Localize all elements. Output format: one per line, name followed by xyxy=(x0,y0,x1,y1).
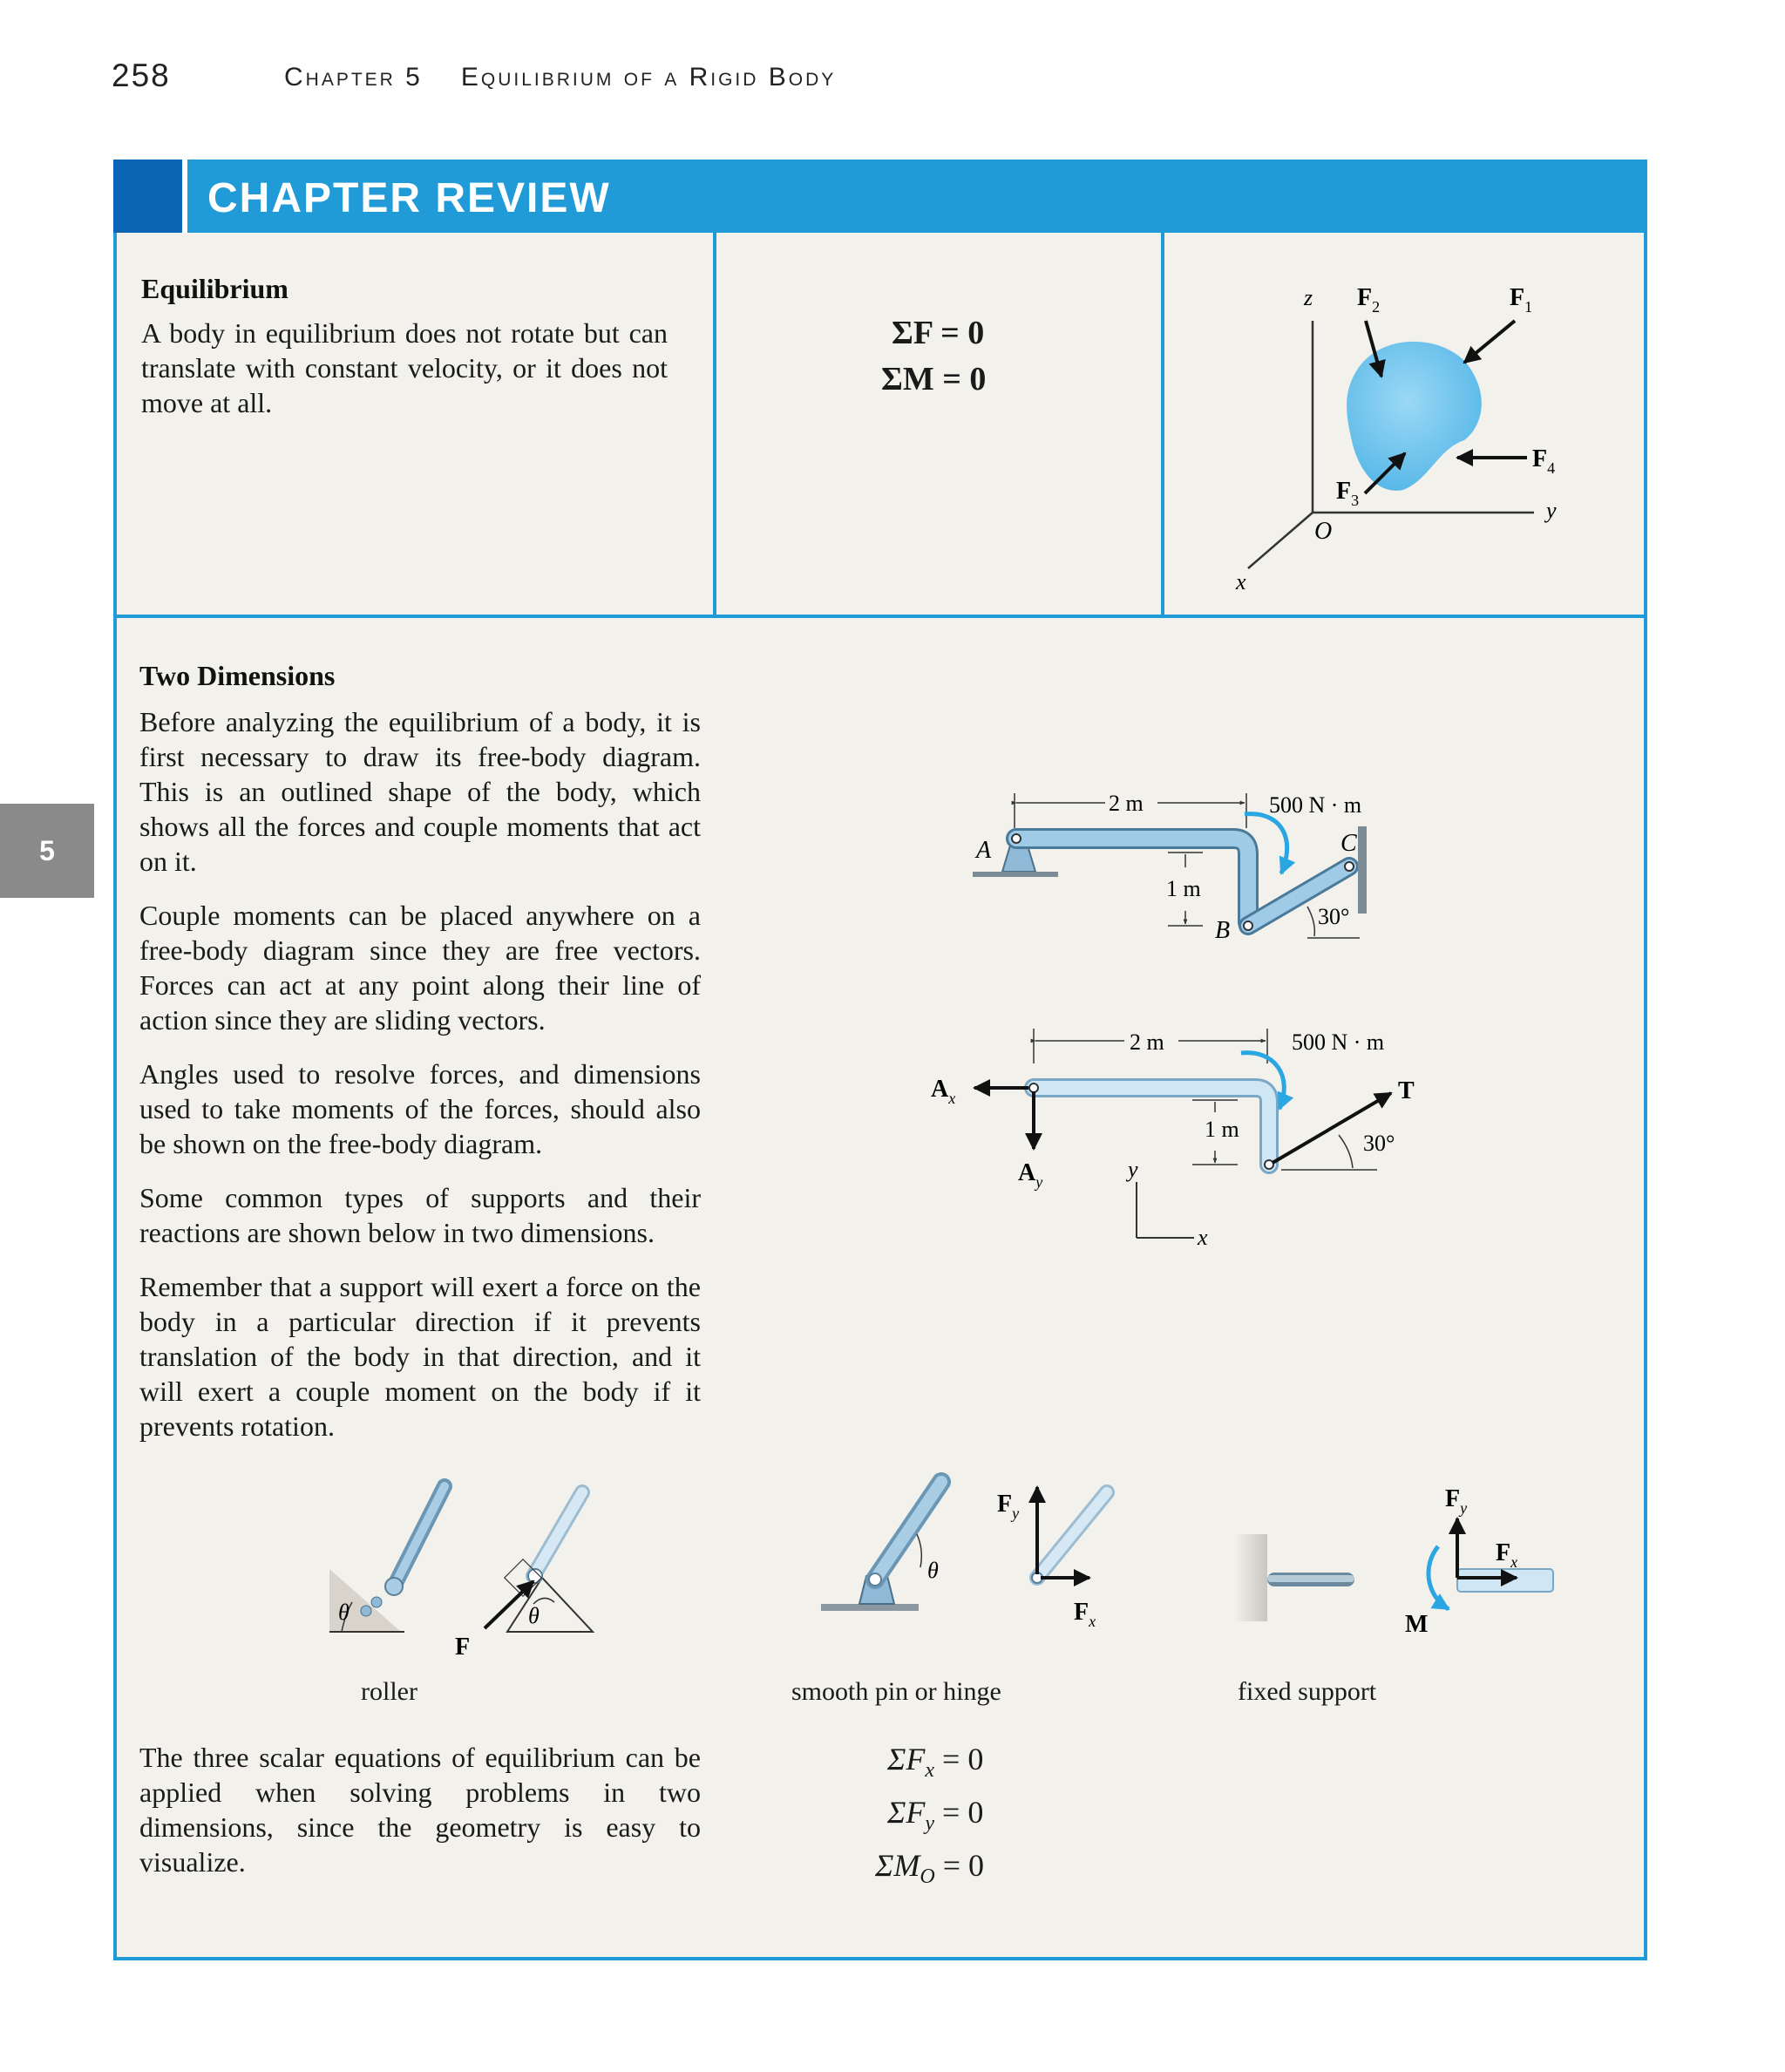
review-title: CHAPTER REVIEW xyxy=(207,175,611,221)
page-number: 258 xyxy=(112,58,171,93)
fbd-moment-label: 500 N · m xyxy=(1292,1029,1385,1055)
chapter-tab: 5 xyxy=(0,804,94,898)
fbd-dim-2m: 2 m xyxy=(1130,1029,1164,1055)
equilibrium-text: A body in equilibrium does not rotate but can translate with constant velocity, or it does not move at all. xyxy=(141,317,668,418)
roller-theta-right: θ xyxy=(528,1603,540,1628)
roller-support-figure xyxy=(314,1464,610,1665)
column-divider-2 xyxy=(1161,233,1164,616)
frame-dim-1m: 1 m xyxy=(1166,876,1201,901)
fbd-x-axis-label: x xyxy=(1198,1225,1208,1250)
fixed-caption: fixed support xyxy=(1238,1677,1377,1706)
column-divider-1 xyxy=(713,233,716,616)
f2-label: $F_2$ xyxy=(1357,284,1381,316)
origin-label: O xyxy=(1314,518,1333,545)
couple-moments-paragraph: Couple moments can be placed anywhere on a free-body diagram since they are free vectors. Forces can act at any point along their line of action since they are sliding vectors. xyxy=(139,900,701,1036)
f4-label: $F_4$ xyxy=(1532,445,1556,477)
chapter-title: Equilibrium of a Rigid Body xyxy=(460,63,837,92)
rigid-body-figure xyxy=(1168,262,1569,601)
reactions-paragraph: Remember that a support will exert a force on the body in a particular direction if it prevents translation of the body in that direction, and it will exert a couple moment on the body if it prevents rotation. xyxy=(139,1271,701,1442)
rigid-body-shape xyxy=(1347,342,1482,491)
row-divider xyxy=(113,615,1647,618)
point-c-label: C xyxy=(1340,830,1357,857)
pin-support-figure xyxy=(811,1456,1124,1647)
pin-fx-label: $F_x$ xyxy=(1074,1599,1096,1630)
roller-theta-left: θ xyxy=(338,1600,350,1625)
fbd-angle-label: 30° xyxy=(1363,1131,1395,1156)
fbd-dim-1m: 1 m xyxy=(1205,1117,1239,1142)
f3-label: $F_3$ xyxy=(1336,478,1360,509)
pin-fy-label: $F_y$ xyxy=(997,1491,1020,1522)
supports-paragraph: Some common types of supports and their reactions are shown below in two dimensions. xyxy=(139,1182,701,1248)
f1-label: $F_1$ xyxy=(1510,284,1533,316)
fixed-moment-label: M xyxy=(1405,1611,1429,1638)
tension-label: T xyxy=(1398,1077,1415,1104)
running-head xyxy=(284,63,874,92)
z-axis-label: z xyxy=(1304,285,1313,310)
header-divider xyxy=(182,160,187,233)
scalar-equations xyxy=(875,1738,984,1899)
header-accent-block xyxy=(113,160,182,233)
moment-sum-equation: ΣM = 0 xyxy=(881,361,987,397)
y-axis-label: y xyxy=(1546,498,1557,523)
equation-mo: $\Sigma M_O = 0$ xyxy=(875,1848,985,1889)
two-dimensions-heading: Two Dimensions xyxy=(139,660,336,691)
equation-fx: $\Sigma F_x = 0$ xyxy=(887,1742,984,1783)
frame-dim-2m: 2 m xyxy=(1109,791,1144,816)
chapter-label: Chapter 5 xyxy=(284,63,423,92)
roller-caption: roller xyxy=(361,1677,417,1706)
frame-angle-label: 30° xyxy=(1318,904,1350,929)
angles-paragraph: Angles used to resolve forces, and dimensions used to take moments of the forces, should also be shown on the free-body diagram. xyxy=(139,1058,701,1159)
point-b-label: B xyxy=(1215,917,1231,944)
x-axis-label: x xyxy=(1236,569,1246,594)
equation-fy: $\Sigma F_y = 0$ xyxy=(887,1795,984,1836)
free-body-diagram xyxy=(924,1002,1447,1264)
fixed-fy-label: $F_y$ xyxy=(1445,1485,1468,1517)
point-a-label: A xyxy=(976,837,992,864)
ay-label: $A_y$ xyxy=(1018,1159,1043,1191)
roller-force-label: F xyxy=(455,1634,471,1661)
equilibrium-heading: Equilibrium xyxy=(141,273,288,304)
pin-theta-label: θ xyxy=(927,1558,939,1583)
frame-moment-label: 500 N · m xyxy=(1269,792,1362,818)
fixed-support-figure xyxy=(1220,1464,1569,1665)
pin-caption: smooth pin or hinge xyxy=(791,1677,1001,1706)
scalar-equations-paragraph: The three scalar equations of equilibrium can be applied when solving problems in two dimensions, since the geometry is easy to visualize. xyxy=(139,1742,701,1878)
force-sum-equation: ΣF = 0 xyxy=(892,315,985,351)
frame-figure xyxy=(959,767,1447,976)
fbd-y-axis-label: y xyxy=(1128,1157,1138,1182)
fbd-paragraph: Before analyzing the equilibrium of a body, it is first necessary to draw its free-body diagram. This is an outlined shape of the body, which shows all the forces and couple moments that act on it. xyxy=(139,706,701,877)
ax-label: $A_x$ xyxy=(931,1076,956,1107)
fixed-fx-label: $F_x$ xyxy=(1496,1539,1518,1571)
